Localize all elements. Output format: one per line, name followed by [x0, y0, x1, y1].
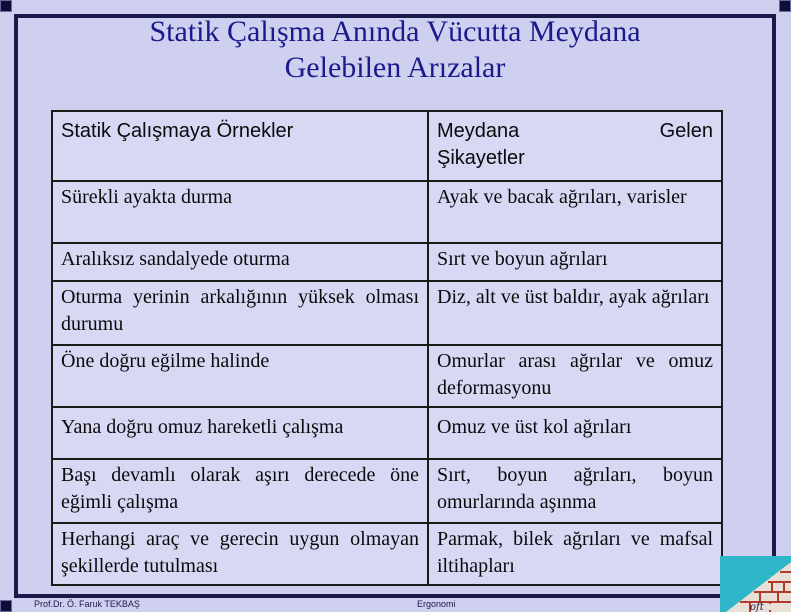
row-complaint: Omurlar arası ağrılar ve omuz deformasyonu	[428, 345, 722, 407]
table-row	[52, 281, 722, 345]
table-row	[52, 459, 722, 523]
static-work-table	[51, 110, 723, 586]
row-complaint: Omuz ve üst kol ağrıları	[428, 407, 722, 459]
corner-bottom-left	[0, 600, 12, 612]
row-example: Herhangi araç ve gerecin uygun olmayan şekillerde tutulması	[52, 523, 428, 585]
header-examples: Statik Çalışmaya Örnekler	[52, 111, 428, 181]
row-example: Sürekli ayakta durma	[52, 181, 428, 243]
footer-author: Prof.Dr. Ö. Faruk TEKBAŞ	[34, 599, 140, 609]
corner-top-right	[779, 0, 791, 12]
frame-left-bar	[14, 14, 18, 598]
row-complaint: Sırt ve boyun ağrıları	[428, 243, 722, 281]
table-header-row	[52, 111, 722, 181]
row-example: Oturma yerinin arkalığının yüksek olması durumu	[52, 281, 428, 345]
row-complaint: Ayak ve bacak ağrıları, varisler	[428, 181, 722, 243]
row-example: Öne doğru eğilme halinde	[52, 345, 428, 407]
header-complaints-right: Gelen	[659, 120, 713, 142]
corner-top-left	[0, 0, 12, 12]
row-complaint: Sırt, boyun ağrıları, boyun omurlarında aşınma	[428, 459, 722, 523]
table-row	[52, 523, 722, 585]
frame-right-bar	[772, 14, 776, 598]
brick-wall-logo-icon	[720, 556, 791, 612]
table-row	[52, 243, 722, 281]
header-complaints-left: Meydana	[437, 120, 520, 142]
row-complaint: Diz, alt ve üst baldır, ayak ağrıları	[428, 281, 722, 345]
slide-title-line1: Statik Çalışma Anında Vücutta Meydana	[149, 15, 641, 48]
row-example: Başı devamlı olarak aşırı derecede öne eğimli çalışma	[52, 459, 428, 523]
svg-text:oft: oft	[750, 602, 764, 612]
row-complaint: Parmak, bilek ağrıları ve mafsal iltihapları	[428, 523, 722, 585]
table-row	[52, 181, 722, 243]
footer-course: Ergonomi	[417, 599, 456, 609]
slide-title	[40, 14, 750, 86]
header-complaints-line2: Şikayetler	[437, 147, 525, 169]
table-row	[52, 407, 722, 459]
table-row	[52, 345, 722, 407]
row-example: Yana doğru omuz hareketli çalışma	[52, 407, 428, 459]
header-complaints	[428, 111, 722, 181]
row-example: Aralıksız sandalyede oturma	[52, 243, 428, 281]
slide-title-line2: Gelebilen Arızalar	[284, 51, 506, 84]
